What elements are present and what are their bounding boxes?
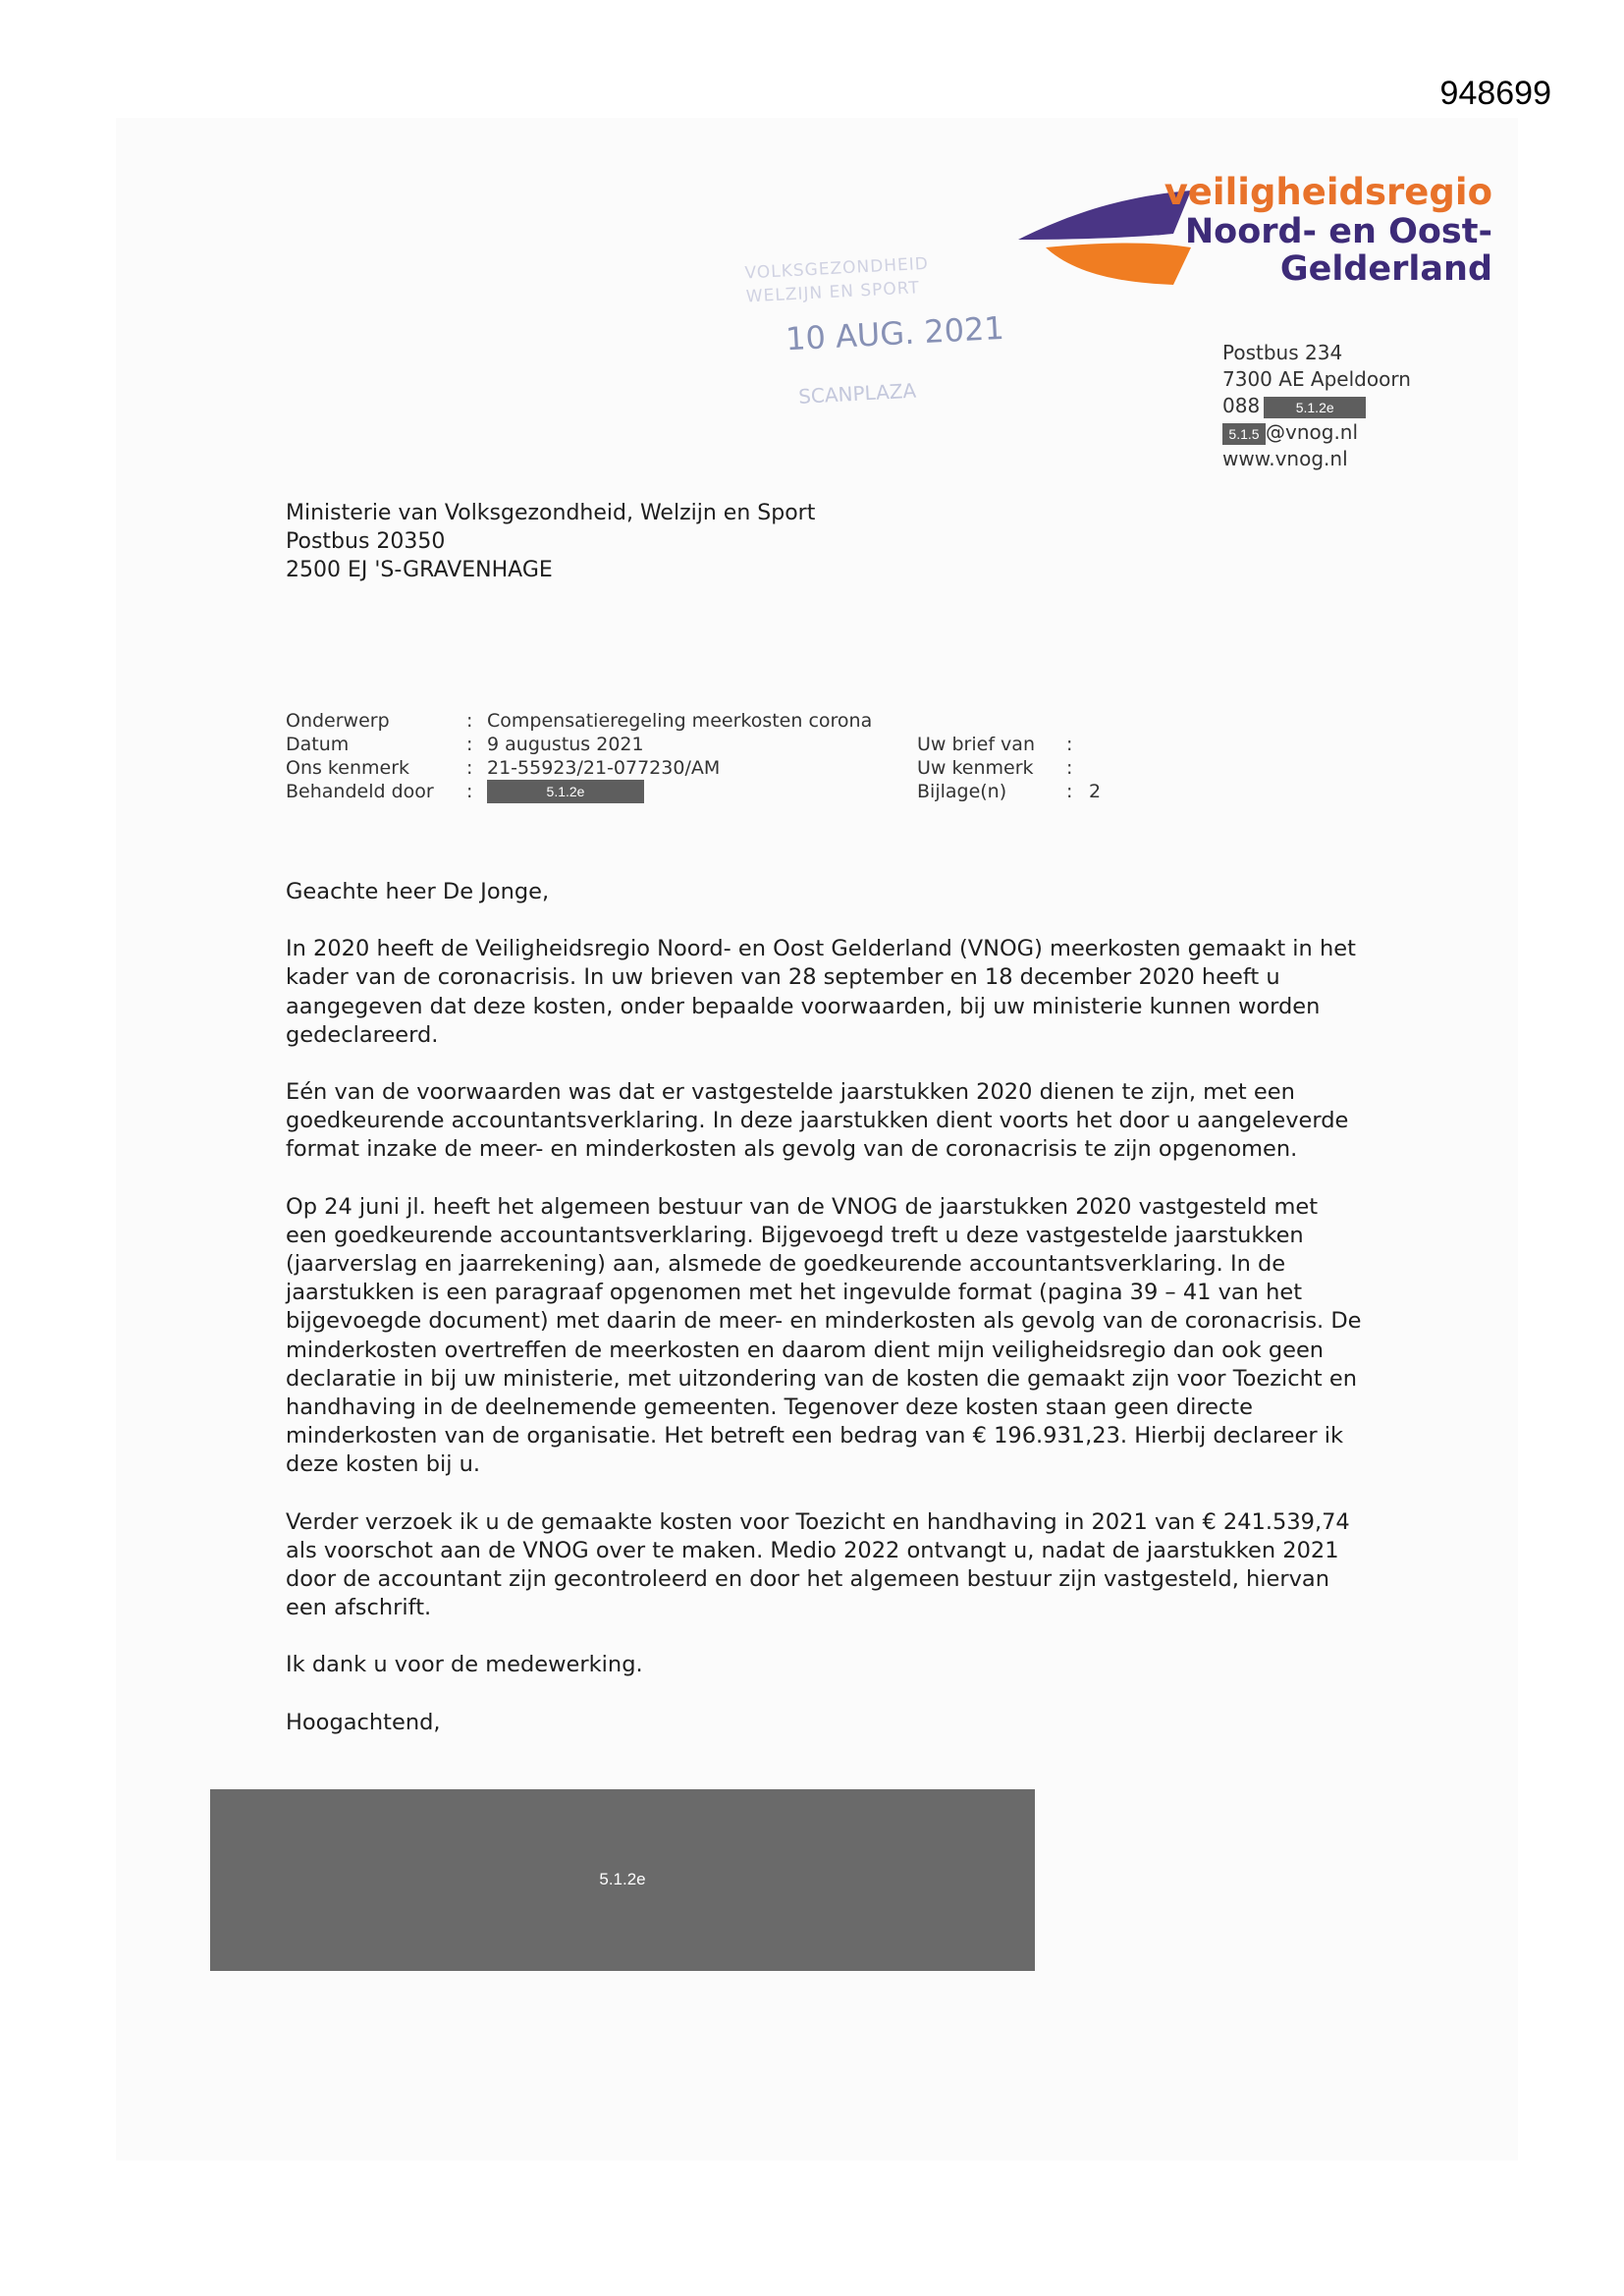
received-stamp	[731, 239, 1005, 429]
meta-row-ons-kenmerk: Ons kenmerk : 21-55923/21-077230/AM	[286, 757, 721, 779]
document-number: 948699	[1439, 75, 1551, 112]
meta-value: Compensatieregeling meerkosten corona	[487, 710, 873, 732]
stamp-line2: WELZIJN EN SPORT	[745, 278, 921, 307]
meta-value: 9 augustus 2021	[487, 734, 644, 755]
vnog-logo	[1016, 167, 1507, 295]
meta-label: Onderwerp	[286, 710, 390, 732]
meta-row-onderwerp: Onderwerp : Compensatieregeling meerkosten corona	[286, 710, 873, 732]
signature-redaction-code: 5.1.2e	[599, 1870, 646, 1888]
phone-prefix: 088	[1222, 394, 1261, 417]
reference-block-left	[286, 709, 894, 803]
meta-row-bijlagen: Bijlage(n) : 2	[917, 781, 1102, 802]
paragraph-4: Verder verzoek ik u de gemaakte kosten voor Toezicht en handhaving in 2021 van € 241.539,74 als voorschot aan de VNOG over te maken. Medio 2022 ontvangt u, nadat de jaarstukken 2021 door de accountant zijn gecontroleerd en door het algemeen bestuur zijn vastgesteld, hiervan een afschrift.	[286, 1508, 1350, 1621]
stamp-line1: VOLKSGEZONDHEID	[744, 253, 930, 284]
closing: Hoogachtend,	[286, 1709, 441, 1735]
sender-address-block	[1222, 340, 1411, 472]
meta-label: Datum	[286, 734, 350, 755]
reference-block-right	[917, 733, 1113, 803]
sender-email	[1222, 419, 1411, 446]
email-suffix: @vnog.nl	[1266, 420, 1359, 444]
logo-text-line1: veiligheidsregio	[1164, 171, 1492, 213]
meta-label: Ons kenmerk	[286, 757, 410, 779]
signature-redaction	[210, 1789, 1035, 1971]
meta-label: Bijlage(n)	[917, 781, 1007, 802]
meta-row-behandeld-door: Behandeld door : 5.1.2e	[286, 780, 894, 803]
logo-text-line3: Gelderland	[1279, 249, 1492, 289]
paragraph-3: Op 24 juni jl. heeft het algemeen bestuur van de VNOG de jaarstukken 2020 vastgesteld met een goedkeurende accountantsverklaring. Bijgevoegd treft u deze vastgestelde jaarstukken (jaarverslag en jaarrekening) aan, alsmede de goedkeurende accountantsverklaring. In de jaarstukken is een paragraaf opgenomen met het ingevulde format (pagina 39 – 41 van het bijgevoegde document) met daarin de meer- en minderkosten als gevolg van de coronacrisis. De minderkosten overtreffen de meerkosten en daarom dient mijn veiligheidsregio dan ook geen declaratie in bij uw ministerie, met uitzondering van de kosten die gemaakt zijn voor Toezicht en handhaving in de deelnemende gemeenten. Tegenover deze kosten staan geen directe minderkosten van de organisatie. Het betreft een bedrag van € 196.931,23. Hierbij declareer ik deze kosten bij u.	[286, 1193, 1362, 1478]
meta-row-datum: Datum : 9 augustus 2021	[286, 734, 644, 755]
meta-value: 21-55923/21-077230/AM	[487, 757, 721, 779]
paragraph-1: In 2020 heeft de Veiligheidsregio Noord- en Oost Gelderland (VNOG) meerkosten gemaakt in het kader van de coronacrisis. In uw brieven van 28 september en 18 december 2020 heeft u aangegeven dat deze kosten, onder bepaalde voorwaarden, bij uw ministerie kunnen worden gedeclareerd.	[286, 936, 1356, 1048]
letter-body	[286, 878, 1366, 1737]
recipient-address	[286, 499, 815, 584]
meta-label: Uw kenmerk	[917, 757, 1034, 779]
meta-row-uw-brief-van: Uw brief van :	[917, 734, 1073, 755]
logo-text-line2: Noord- en Oost-	[1184, 212, 1492, 251]
phone-redaction: 5.1.2e	[1264, 397, 1366, 418]
stamp-scanplaza: SCANPLAZA	[797, 378, 917, 409]
paragraph-5: Ik dank u voor de medewerking.	[286, 1652, 643, 1678]
meta-row-uw-kenmerk: Uw kenmerk :	[917, 757, 1073, 779]
sender-website: www.vnog.nl	[1222, 447, 1348, 470]
meta-value: 2	[1089, 781, 1102, 802]
recipient-line2: Postbus 20350	[286, 529, 446, 554]
recipient-line1: Ministerie van Volksgezondheid, Welzijn en Sport	[286, 501, 816, 525]
meta-label: Behandeld door	[286, 781, 434, 802]
sender-postbus: Postbus 234	[1222, 341, 1343, 364]
salutation: Geachte heer De Jonge,	[286, 879, 550, 904]
paragraph-2: Eén van de voorwaarden was dat er vastgestelde jaarstukken 2020 dienen te zijn, met een goedkeurende accountantsverklaring. In deze jaarstukken dient voorts het door u aangeleverde format inzake de meer- en minderkosten als gevolg van de coronacrisis te zijn opgenomen.	[286, 1079, 1349, 1163]
email-redaction: 5.1.5	[1222, 423, 1266, 445]
sender-city: 7300 AE Apeldoorn	[1222, 367, 1411, 391]
handler-redaction: 5.1.2e	[487, 780, 644, 803]
meta-label: Uw brief van	[917, 734, 1035, 755]
recipient-line3: 2500 EJ 'S-GRAVENHAGE	[286, 558, 553, 582]
stamp-date: 10 AUG. 2021	[785, 308, 1005, 358]
sender-phone	[1222, 393, 1411, 419]
